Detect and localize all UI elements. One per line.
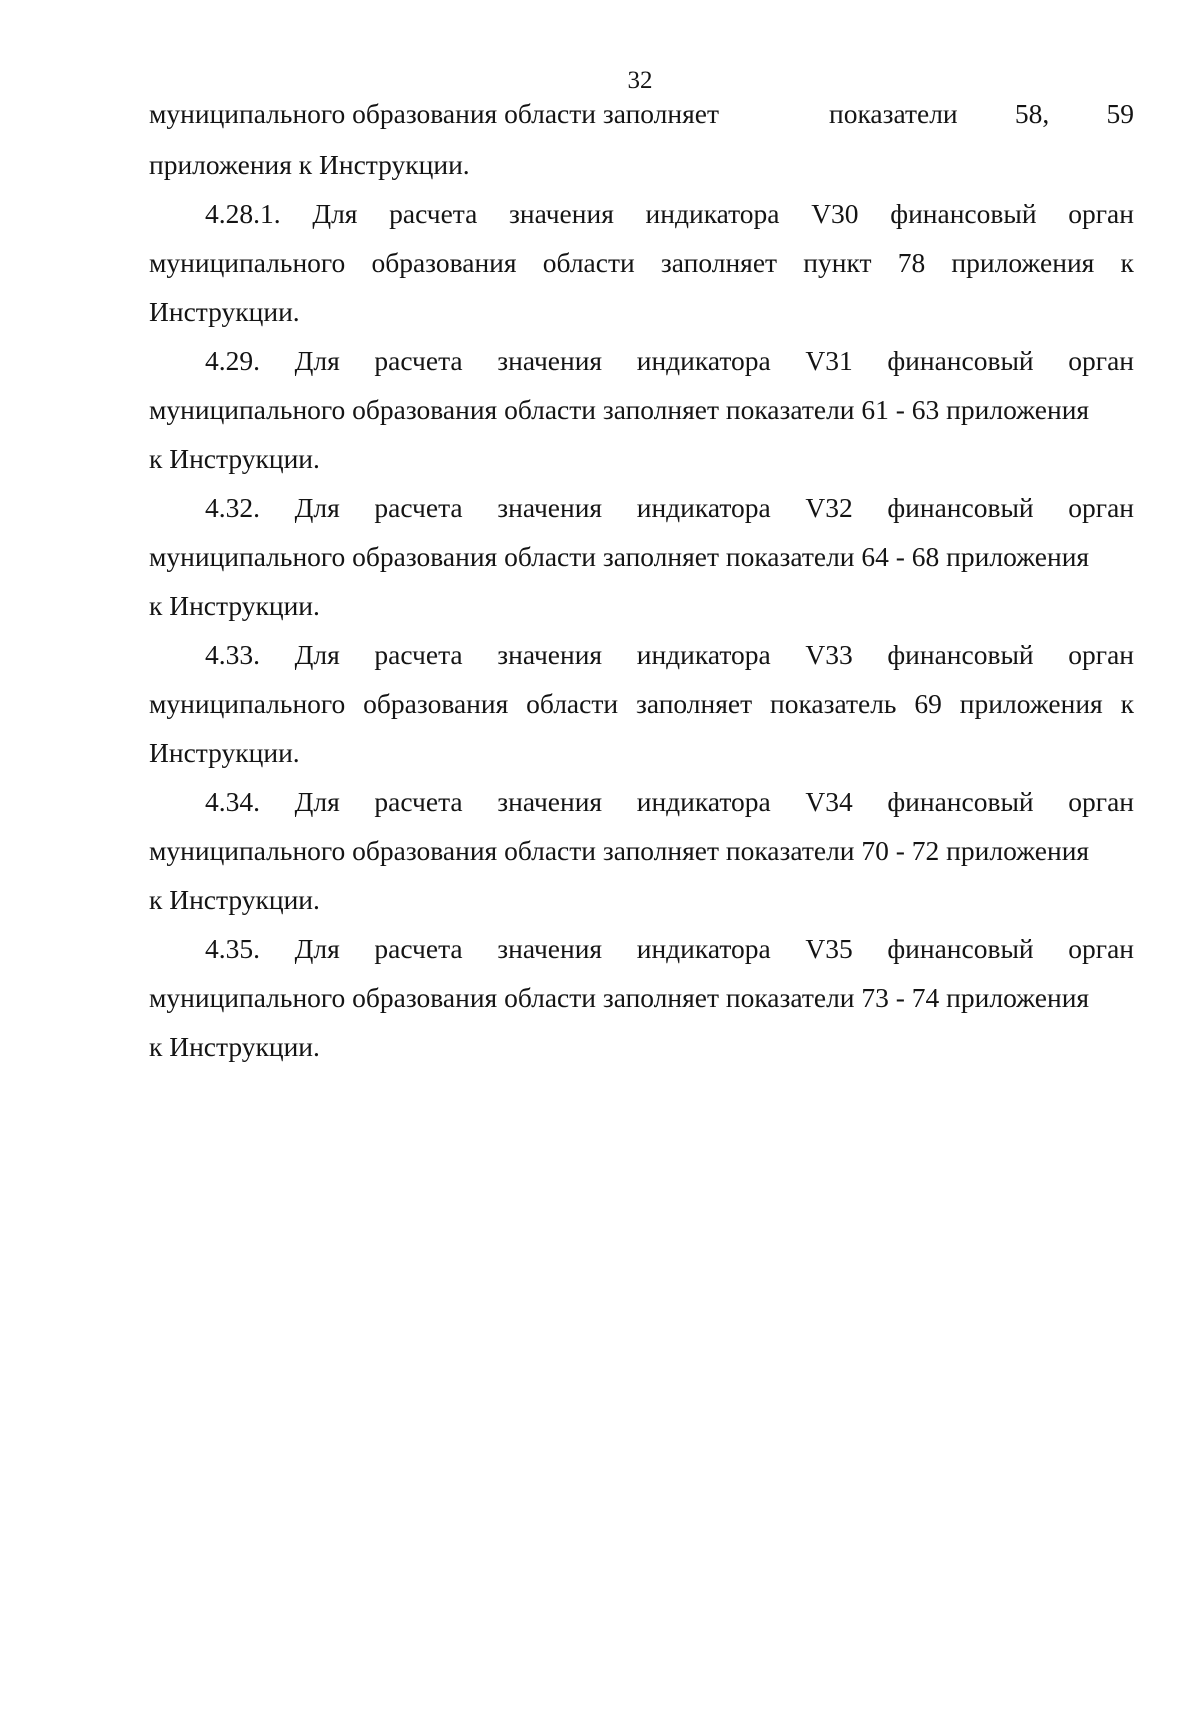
word: заполняет [660,247,778,278]
word: V33 [805,639,853,670]
word: Для [294,786,340,817]
paragraph-4-34-line-2: муниципального образования области заполняет показатели 70 - 72 приложения [149,835,1090,866]
word: Для [294,492,340,523]
intro-word: 59 [1106,98,1134,129]
word: области [526,688,619,719]
page-number: 32 [627,67,653,94]
paragraph-4-33-line-3: Инструкции. [149,737,300,768]
word: финансовый [887,345,1034,376]
word: 4.33. [205,639,260,670]
word: расчета [374,492,463,523]
word: орган [1068,639,1134,670]
word: показатель [770,688,897,719]
paragraph-4-33-line-2 [149,686,1134,722]
intro-line-2: приложения к Инструкции. [149,149,470,180]
word: 78 [897,247,926,278]
paragraph-4-28-1-line-3: Инструкции. [149,296,300,327]
paragraph-4-28-1-line-1 [205,196,1134,232]
word: орган [1068,345,1134,376]
word: образования [363,688,509,719]
paragraph-4-29-line-2: муниципального образования области заполняет показатели 61 - 63 приложения [149,394,1090,425]
word: V30 [811,198,859,229]
word: Для [294,345,340,376]
word: приложения [959,688,1103,719]
word: орган [1068,492,1134,523]
word: приложения [951,247,1095,278]
word: значения [497,786,603,817]
paragraph-4-32-line-3: к Инструкции. [149,590,320,621]
word: V32 [805,492,853,523]
word: пункт [803,247,872,278]
word: 4.28.1. [205,198,281,229]
word: V35 [805,933,853,964]
word: финансовый [887,933,1034,964]
word: расчета [389,198,478,229]
intro-word: 58, [1014,98,1050,129]
word: 4.29. [205,345,260,376]
word: расчета [374,345,463,376]
intro-word: показатели [829,98,958,129]
word: Для [312,198,358,229]
word: индикатора [636,492,771,523]
word: значения [497,345,603,376]
paragraph-4-35-line-2: муниципального образования области заполняет показатели 73 - 74 приложения [149,982,1090,1013]
word: значения [497,639,603,670]
word: V34 [805,786,853,817]
intro-line-1-left: муниципального образования области заполняет [149,98,719,129]
paragraph-4-35-line-3: к Инструкции. [149,1031,320,1062]
word: финансовый [887,786,1034,817]
word: индикатора [636,639,771,670]
word: расчета [374,786,463,817]
paragraph-4-32-line-1 [205,490,1134,526]
word: области [542,247,635,278]
word: 69 [914,688,942,719]
word: заполняет [635,688,753,719]
word: образования [371,247,517,278]
word: индикатора [636,933,771,964]
word: расчета [374,933,463,964]
word: индикатора [636,345,771,376]
word: орган [1068,198,1134,229]
word: финансовый [890,198,1037,229]
word: расчета [374,639,463,670]
word: орган [1068,786,1134,817]
word: индикатора [636,786,771,817]
word: к [1120,247,1134,278]
paragraph-4-29-line-1 [205,343,1134,379]
word: индикатора [645,198,780,229]
word: значения [509,198,614,229]
word: муниципального [149,247,346,278]
intro-line-1 [149,96,1134,132]
paragraph-4-29-line-3: к Инструкции. [149,443,320,474]
paragraph-4-35-line-1 [205,931,1134,967]
word: Для [294,933,340,964]
word: к [1120,688,1134,719]
paragraph-4-34-line-1 [205,784,1134,820]
word: V31 [805,345,853,376]
word: 4.32. [205,492,260,523]
paragraph-4-33-line-1 [205,637,1134,673]
intro-line-1-right [829,96,1134,132]
word: значения [497,933,603,964]
paragraph-4-34-line-3: к Инструкции. [149,884,320,915]
word: финансовый [887,492,1034,523]
paragraph-4-32-line-2: муниципального образования области заполняет показатели 64 - 68 приложения [149,541,1090,572]
paragraph-4-28-1-line-2 [149,245,1134,281]
word: 4.35. [205,933,260,964]
word: муниципального [149,688,346,719]
word: Для [294,639,340,670]
word: 4.34. [205,786,260,817]
word: значения [497,492,603,523]
word: орган [1068,933,1134,964]
word: финансовый [887,639,1034,670]
